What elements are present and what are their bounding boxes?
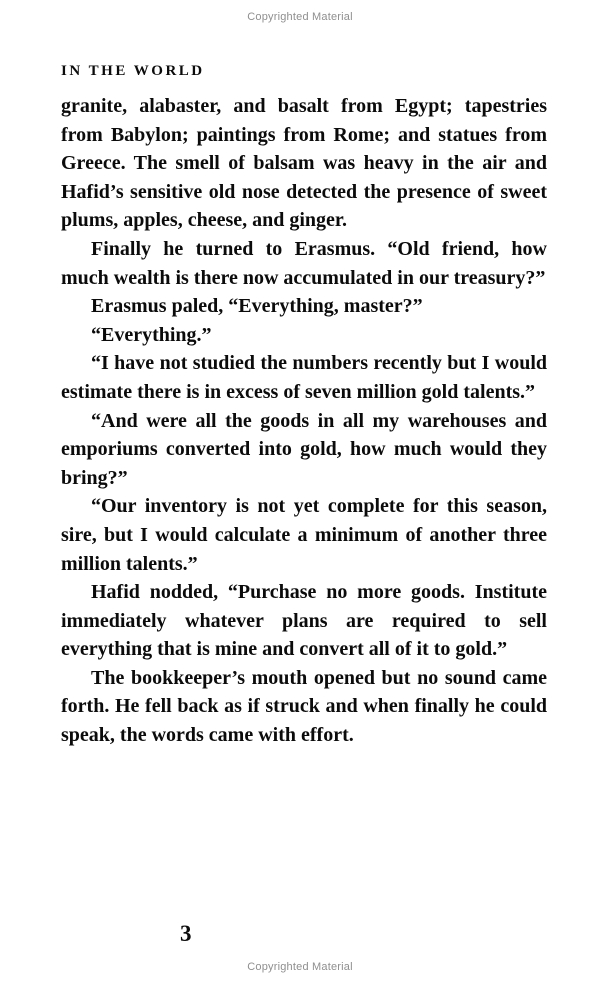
page-number: 3 [180, 921, 192, 946]
paragraph: The bookkeeper’s mouth opened but no sound came forth. He fell back as if struck and when finally he could speak, the words came with effort. [61, 666, 547, 747]
running-header: IN THE WORLD [61, 63, 205, 79]
paragraph: “And were all the goods in all my warehouses and emporiums converted into gold, how much would they bring?” [61, 409, 547, 489]
copyright-notice-bottom: Copyrighted Material [247, 961, 353, 973]
paragraph: “Everything.” [91, 323, 212, 346]
paragraph: granite, alabaster, and basalt from Egypt; tapestries from Babylon; paintings from Rome; and statues from Greece. The smell of balsam was heavy in the air and Hafid’s sensitive old nose detected the presence of sweet plums, apples, cheese, and ginger. [61, 95, 547, 232]
paragraph: “Our inventory is not yet complete for this season, sire, but I would calculate a minimum of another three million talents.” [61, 495, 547, 575]
copyright-notice-top: Copyrighted Material [247, 11, 353, 23]
page-body [61, 92, 547, 750]
paragraph: Hafid nodded, “Purchase no more goods. Institute immediately whatever plans are required to sell everything that is mine and convert all of it to gold.” [61, 581, 547, 661]
paragraph: Finally he turned to Erasmus. “Old friend, how much wealth is there now accumulated in our treasury?” [61, 237, 547, 289]
paragraph: “I have not studied the numbers recently but I would estimate there is in excess of seven million gold talents.” [61, 352, 547, 403]
paragraph: Erasmus paled, “Everything, master?” [91, 295, 423, 318]
